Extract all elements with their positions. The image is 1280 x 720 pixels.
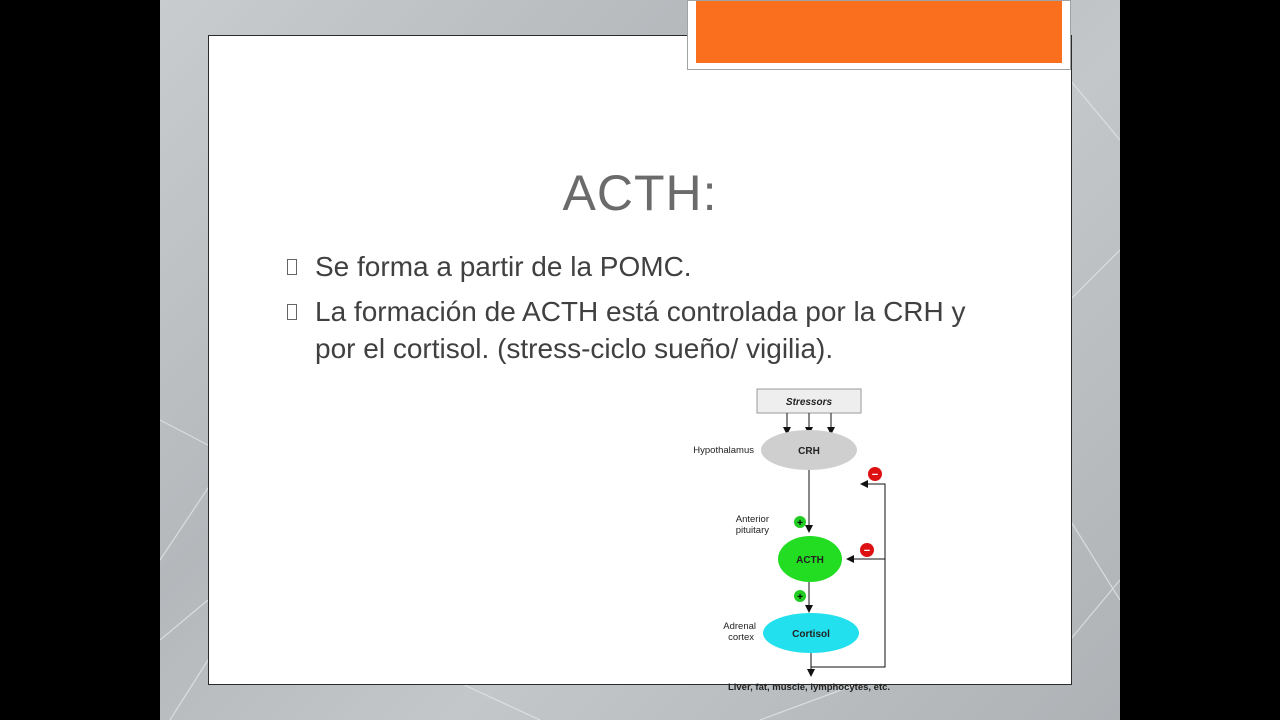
bullet-glyph-icon [287, 259, 297, 275]
hypothalamus-label: Hypothalamus [693, 445, 754, 456]
hpa-axis-diagram [669, 386, 929, 696]
bullet-text: Se forma a partir de la POMC. [315, 251, 692, 282]
bullet-list [287, 248, 987, 375]
acth-label: ACTH [796, 555, 824, 566]
accent-bar [696, 1, 1062, 63]
crh-label: CRH [798, 446, 820, 457]
accent-frame [687, 0, 1071, 70]
presentation-background [160, 0, 1120, 720]
targets-label: Liver, fat, muscle, lymphocytes, etc. [727, 682, 891, 693]
cortisol-label: Cortisol [792, 629, 830, 640]
adrenal-label: Adrenal [723, 621, 756, 632]
pituitary-label: pituitary [735, 525, 769, 536]
bullet-item [287, 293, 987, 367]
minus-sign: − [863, 545, 871, 557]
bullet-text: La formación de ACTH está controlada por la CRH y por el cortisol. (stress-ciclo sueño/ vigilia). [315, 296, 966, 364]
slide-canvas [208, 35, 1072, 693]
bullet-item [287, 248, 987, 285]
cortex-label: cortex [728, 632, 754, 643]
slide-title: ACTH: [562, 165, 718, 221]
bullet-glyph-icon [287, 304, 297, 320]
stressors-label: Stressors [785, 397, 833, 408]
plus-sign: + [797, 518, 803, 529]
plus-sign: + [797, 592, 803, 603]
minus-sign: − [871, 469, 879, 481]
anterior-label: Anterior [735, 514, 769, 525]
